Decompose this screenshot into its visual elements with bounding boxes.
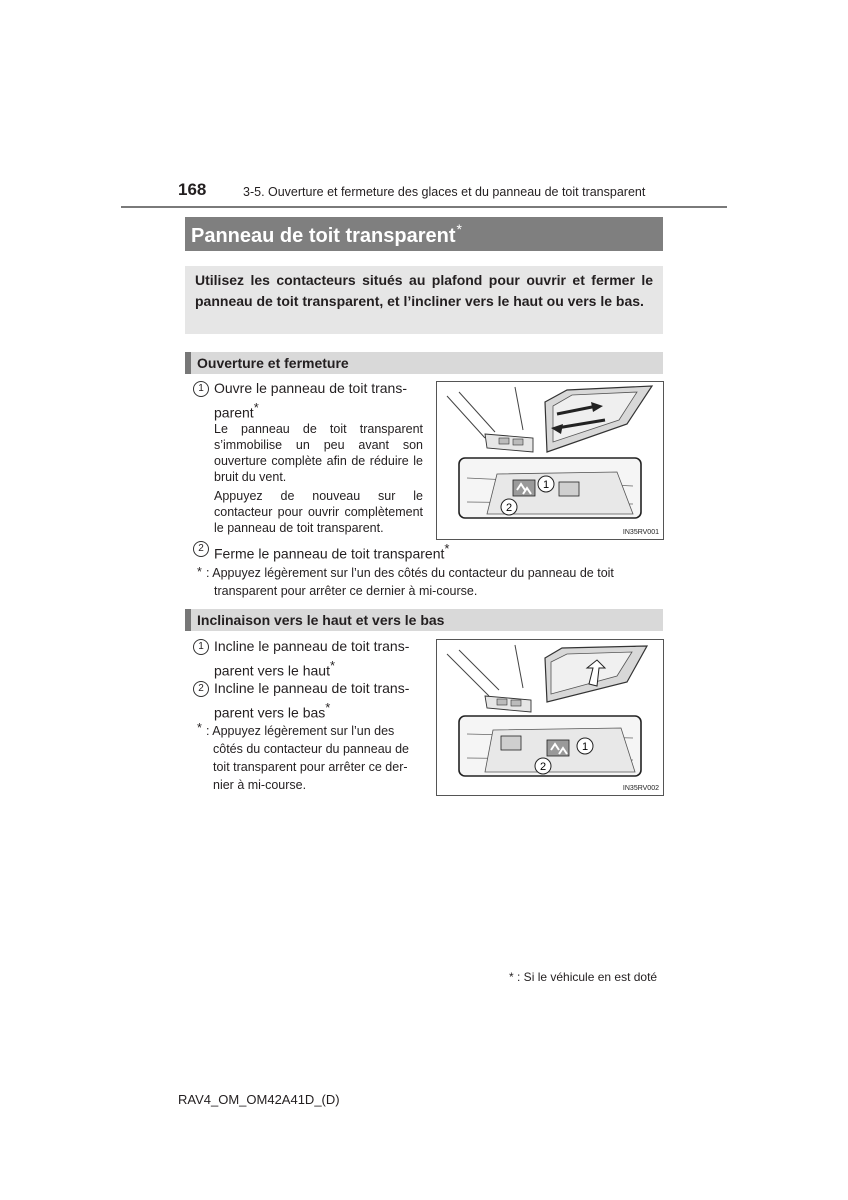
section-heading-opening <box>185 352 663 374</box>
running-head: 3-5. Ouverture et fermeture des glaces et du panneau de toit transparent <box>243 185 646 199</box>
step-1-note-a: Le panneau de toit transparent s’immobilise un peu avant son ouverture complète afin de réduire le bruit du vent. <box>214 422 423 484</box>
section-heading-label: Inclinaison vers le haut et vers le bas <box>197 612 445 628</box>
intro-box <box>185 266 663 334</box>
footnote-asterisk: * <box>197 565 202 579</box>
availability-note: * : Si le véhicule en est doté <box>509 970 658 984</box>
figure2-callout-2: 2 <box>539 761 547 773</box>
tilt-footnote-text: : Appuyez légèrement sur l’un des côtés du contacteur du panneau de toit transparent pour arrêter ce der- nier à mi-course. <box>206 724 409 792</box>
tilt-step-1-label: Incline le panneau de toit trans- parent vers le haut* <box>214 638 410 679</box>
step-number-2: 2 <box>193 541 209 557</box>
section-heading-label: Ouverture et fermeture <box>197 355 349 371</box>
header-rule <box>121 206 727 208</box>
tilt-footnote-asterisk: * <box>197 721 202 735</box>
figure-code-1: IN35RV001 <box>622 529 659 536</box>
tilt-step-2-label: Incline le panneau de toit trans- parent vers le bas* <box>214 680 410 721</box>
step-1-label: Ouvre le panneau de toit trans- parent* <box>214 380 408 421</box>
document-id: RAV4_OM_OM42A41D_(D) <box>178 1092 340 1107</box>
section-heading-tilt <box>185 609 663 631</box>
section-title-bar <box>185 217 663 251</box>
title-asterisk: * <box>456 221 462 237</box>
figure2-callout-1: 1 <box>581 741 589 753</box>
figure-sunroof-open-close <box>436 381 664 540</box>
step-1-note-b: Appuyez de nouveau sur le contacteur pour ouvrir complètement le panneau de toit transparent. <box>214 489 423 535</box>
page-number: 168 <box>178 180 207 199</box>
step-number-1: 1 <box>193 381 209 397</box>
figure-sunroof-tilt <box>436 639 664 796</box>
figure1-callout-1: 1 <box>542 479 550 491</box>
tilt-step-number-2: 2 <box>193 681 209 697</box>
tilt-step-number-1: 1 <box>193 639 209 655</box>
page-title: Panneau de toit transparent* <box>191 221 462 247</box>
figure-code-2: IN35RV002 <box>622 785 659 792</box>
availability-asterisk: * <box>509 970 514 984</box>
sunroof-switch-illustration <box>437 382 663 539</box>
footnote-text: : Appuyez légèrement sur l’un des côtés du contacteur du panneau de toit transparent pour arrêter ce dernier à mi-course. <box>206 566 614 598</box>
sunroof-tilt-illustration <box>437 640 663 795</box>
intro-text: Utilisez les contacteurs situés au plafond pour ouvrir et fermer le panneau de toit transparent, et l’incliner vers le haut ou vers le bas. <box>195 272 653 309</box>
figure1-callout-2: 2 <box>505 502 513 514</box>
step-2-label: Ferme le panneau de toit transparent* <box>214 541 450 562</box>
